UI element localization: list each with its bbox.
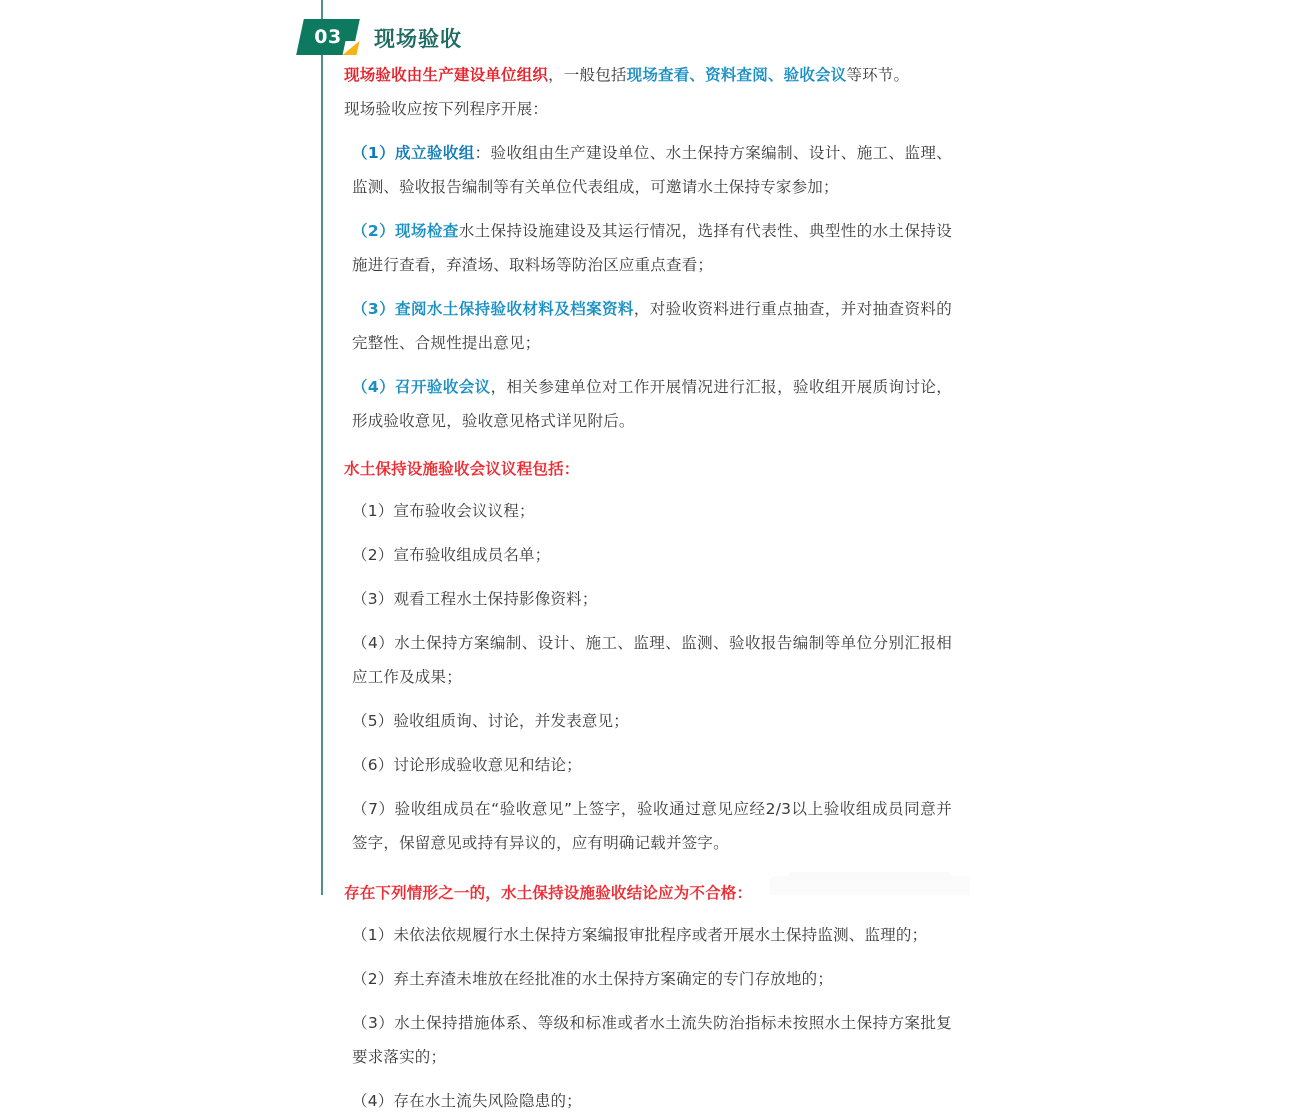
agenda-item-4: （4）水土保持方案编制、设计、施工、监理、监测、验收报告编制等单位分别汇报相应工作及成果； [352,634,952,686]
procedure-item-1-body: ：验收组由生产建设单位、水土保持方案编制、设计、施工、监理、监测、验收报告编制等有关单位代表组成，可邀请水土保持专家参加； [352,144,952,196]
agenda-item-2: （2）宣布验收组成员名单； [352,546,551,564]
agenda-item-7: （7）验收组成员在“验收意见”上签字，验收通过意见应经2/3以上验收组成员同意并签字，保留意见或持有异议的，应有明确记载并签字。 [352,800,952,852]
intro-second-line: 现场验收应按下列程序开展： [344,100,549,118]
procedure-item-1 [344,136,952,204]
procedure-item-2 [344,214,952,282]
agenda-heading: 水土保持设施验收会议议程包括： [344,460,580,478]
section-title: 现场验收 [374,27,462,51]
unqualified-item-2: （2）弃土弃渣未堆放在经批准的水土保持方案确定的专门存放地的； [352,970,834,988]
procedure-item-3-body: ，对验收资料进行重点抽查，并对抽查资料的完整性、合规性提出意见； [352,300,952,352]
procedure-item-1-label: （1）成立验收组 [352,144,475,162]
section-body [344,58,952,1118]
unqualified-heading: 存在下列情形之一的，水土保持设施验收结论应为不合格： [344,884,753,902]
vertical-rule-divider [321,0,323,895]
unqualified-item-3: （3）水土保持措施体系、等级和标准或者水土流失防治指标未按照水土保持方案批复要求落实的； [352,1014,952,1066]
section-number-badge [300,19,362,57]
agenda-item-1: （1）宣布验收会议议程； [352,502,535,520]
unqualified-item-4: （4）存在水土流失风险隐患的； [352,1092,582,1110]
intro-tail: 等环节。 [846,66,910,84]
section-header [300,18,462,58]
section-number: 03 [314,26,342,48]
procedure-item-3-label: （3）查阅水土保持验收材料及档案资料 [352,300,634,318]
intro-highlight-blue: 现场查看、资料查阅、验收会议 [626,66,847,84]
intro-paragraph [344,58,952,92]
agenda-item-3: （3）观看工程水土保持影像资料； [352,590,598,608]
procedure-item-2-body: 水土保持设施建设及其运行情况，选择有代表性、典型性的水土保持设施进行查看，弃渣场、取料场等防治区应重点查看； [352,222,953,274]
bottom-edge-artifact [770,876,970,895]
procedure-item-4-label: （4）召开验收会议 [352,378,491,396]
agenda-item-6: （6）讨论形成验收意见和结论； [352,756,582,774]
intro-after-lead: ，一般包括 [548,66,627,84]
intro-lead-red: 现场验收由生产建设单位组织 [344,66,549,84]
agenda-item-5: （5）验收组质询、讨论，并发表意见； [352,712,629,730]
procedure-item-2-label: （2）现场检查 [352,222,459,240]
procedure-item-4 [344,370,952,438]
procedure-item-3 [344,292,952,360]
procedure-item-4-body: ，相关参建单位对工作开展情况进行汇报，验收组开展质询讨论，形成验收意见，验收意见格式详见附后。 [352,378,952,430]
unqualified-item-1: （1）未依法依规履行水土保持方案编报审批程序或者开展水土保持监测、监理的； [352,926,928,944]
